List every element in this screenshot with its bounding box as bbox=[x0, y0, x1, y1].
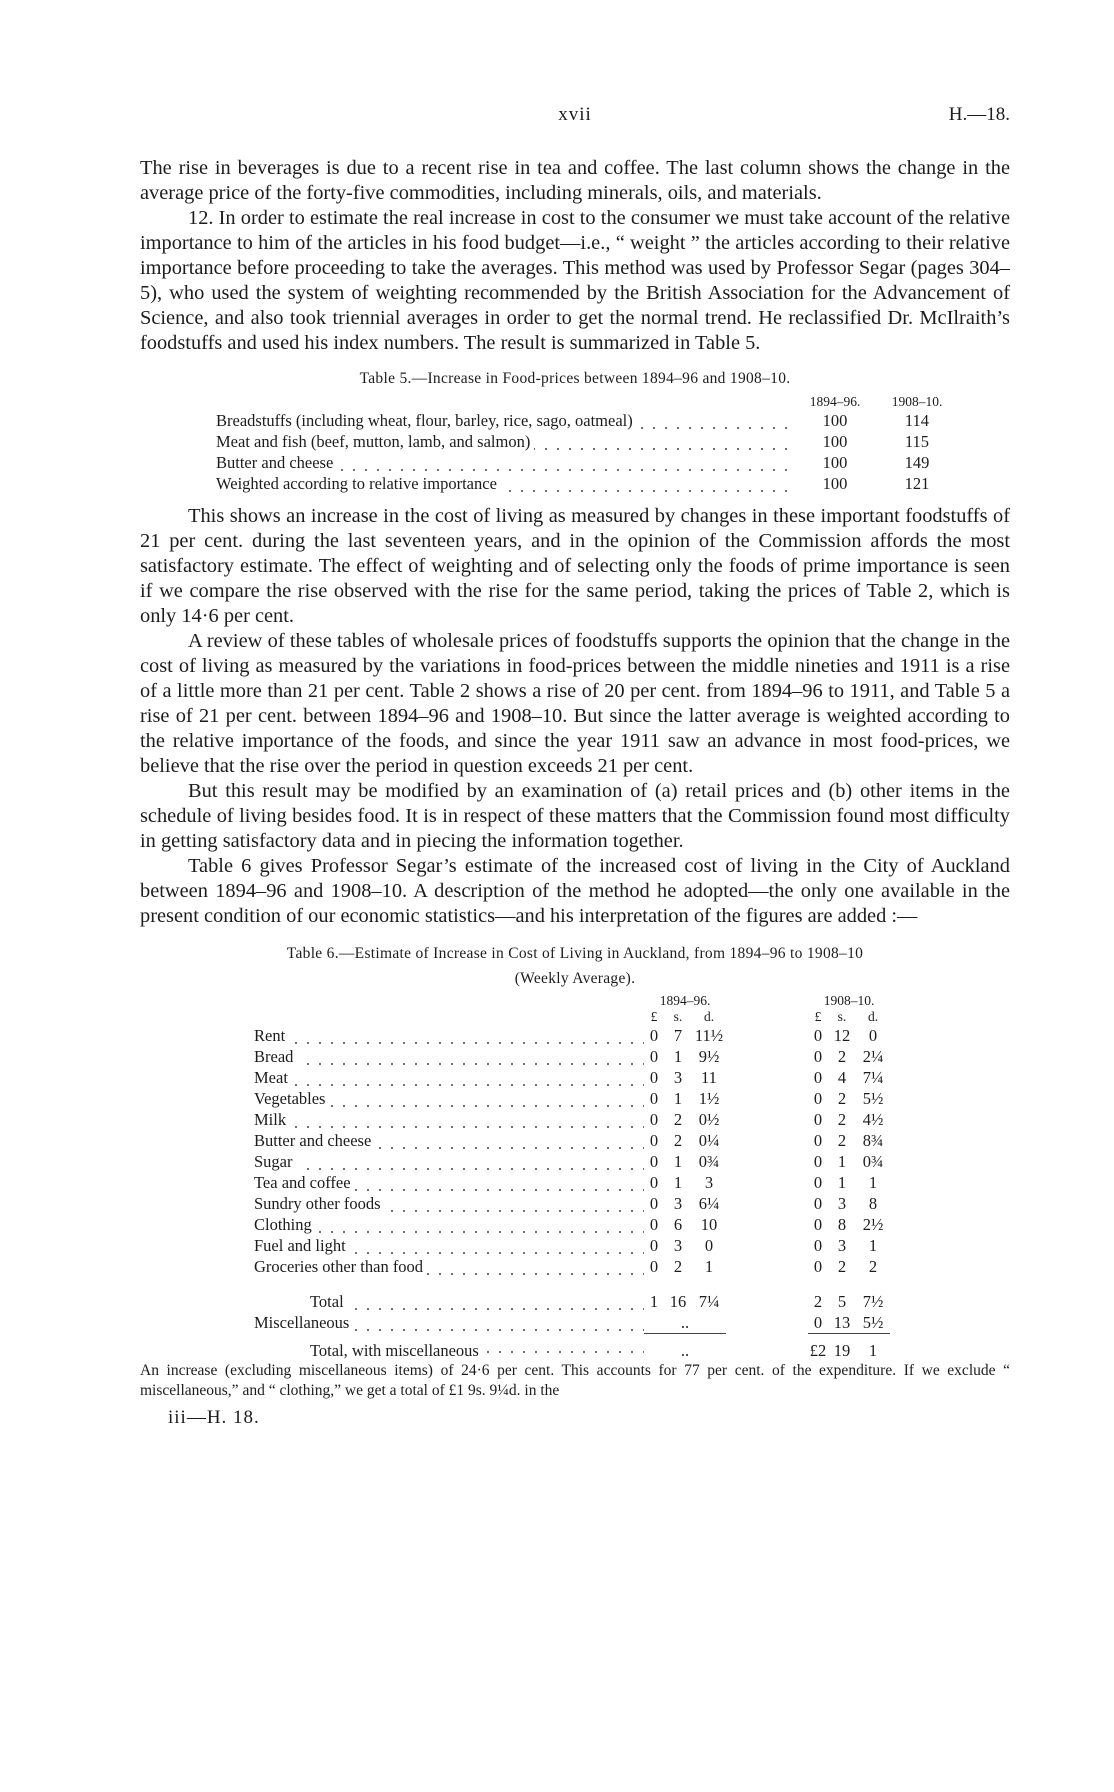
table6-value: .. bbox=[680, 1313, 690, 1332]
table6-value: 2 bbox=[813, 1292, 823, 1311]
table6-value: 16 bbox=[669, 1292, 687, 1311]
table6-value: 0 bbox=[649, 1257, 659, 1276]
table6-value: 8 bbox=[837, 1215, 847, 1234]
table6-value: 6¼ bbox=[698, 1194, 720, 1213]
table6-value: 11½ bbox=[694, 1026, 724, 1045]
table5-value: 100 bbox=[822, 453, 848, 472]
table5-header-row bbox=[216, 393, 958, 410]
table6-value: 7½ bbox=[862, 1292, 884, 1311]
page-number: xvii bbox=[558, 104, 592, 125]
table6-value: 1 bbox=[837, 1173, 847, 1192]
table6-value: 2 bbox=[868, 1257, 878, 1276]
table6-value: 2 bbox=[837, 1110, 847, 1129]
table6-row-label: Sundry other foods bbox=[254, 1194, 385, 1213]
table6-row-label: Sugar bbox=[254, 1152, 297, 1171]
table6-value: 11 bbox=[701, 1068, 717, 1087]
table5-title: Table 5.—Increase in Food-prices between 1894–96 and 1908–10. bbox=[359, 370, 791, 387]
table6-value: 0 bbox=[649, 1047, 659, 1066]
table5-col-1908: 1908–10. bbox=[891, 394, 943, 409]
table6-value: 0 bbox=[649, 1110, 659, 1129]
table6-value: 0 bbox=[649, 1152, 659, 1171]
table6-value: 2 bbox=[673, 1257, 683, 1276]
table6-value: 1 bbox=[868, 1341, 878, 1360]
table6-value: 0 bbox=[813, 1047, 823, 1066]
table6-value: 0 bbox=[649, 1173, 659, 1192]
table5-col-1894: 1894–96. bbox=[809, 394, 861, 409]
table6-value: 1 bbox=[673, 1089, 683, 1108]
signature-mark: iii—H. 18. bbox=[168, 1407, 260, 1428]
table6-value: 2 bbox=[837, 1257, 847, 1276]
table-row bbox=[216, 431, 958, 452]
table6-value: 0 bbox=[813, 1257, 823, 1276]
unit-shilling: s. bbox=[837, 1009, 847, 1024]
table5-value: 100 bbox=[822, 411, 848, 430]
table6-value: 0 bbox=[813, 1215, 823, 1234]
table6-period-row bbox=[254, 993, 890, 1009]
table5-value: 114 bbox=[904, 411, 930, 430]
unit-pound: £ bbox=[650, 1009, 658, 1024]
table6-row-label: Clothing bbox=[254, 1215, 316, 1234]
table-row bbox=[254, 1151, 890, 1172]
table6-value: 0½ bbox=[698, 1110, 720, 1129]
table-row bbox=[254, 1235, 890, 1256]
table6-value: 19 bbox=[833, 1341, 851, 1360]
table6-value: 0 bbox=[813, 1313, 823, 1332]
table6-value: 7 bbox=[673, 1026, 683, 1045]
table6-value: 0 bbox=[868, 1026, 878, 1045]
table6-value: 2 bbox=[837, 1089, 847, 1108]
table6-value: 0 bbox=[813, 1068, 823, 1087]
table6-value: 8 bbox=[868, 1194, 878, 1213]
table6-value: 0¼ bbox=[698, 1131, 720, 1150]
table6-value: 2 bbox=[673, 1110, 683, 1129]
unit-shilling: s. bbox=[673, 1009, 683, 1024]
table6-row-label: Bread bbox=[254, 1047, 297, 1066]
table6-row-label: Fuel and light bbox=[254, 1236, 350, 1255]
table6-value: 3 bbox=[673, 1194, 683, 1213]
table6-value: 0 bbox=[813, 1173, 823, 1192]
table6-value: 0 bbox=[813, 1131, 823, 1150]
unit-pound: £ bbox=[814, 1009, 822, 1024]
table6-value: 5 bbox=[837, 1292, 847, 1311]
table6-unit-row bbox=[254, 1009, 890, 1025]
table6-value: 0 bbox=[813, 1026, 823, 1045]
table6-value: 0 bbox=[813, 1152, 823, 1171]
table6-value: 9½ bbox=[698, 1047, 720, 1066]
document-reference: H.—18. bbox=[948, 104, 1010, 125]
table5-row-label: Breadstuffs (including wheat, flour, barley, rice, sago, oatmeal) bbox=[216, 411, 637, 430]
table6-title-line1: Table 6.—Estimate of Increase in Cost of Living in Auckland, from 1894–96 to 1908–10 bbox=[286, 945, 864, 962]
table6-value: 7¼ bbox=[862, 1068, 884, 1087]
table-row bbox=[216, 452, 958, 473]
table6-value: 0¾ bbox=[862, 1152, 884, 1171]
table6-value: 0 bbox=[813, 1236, 823, 1255]
table-row bbox=[254, 1256, 890, 1277]
table-row bbox=[254, 1025, 890, 1046]
table5-value: 115 bbox=[904, 432, 930, 451]
table-row bbox=[216, 410, 958, 431]
table6-row-label: Meat bbox=[254, 1068, 292, 1087]
table6-value: 3 bbox=[837, 1194, 847, 1213]
table6-value: 0 bbox=[813, 1194, 823, 1213]
table6-total-row bbox=[254, 1291, 890, 1312]
unit-pence: d. bbox=[703, 1009, 715, 1024]
table6-value: 13 bbox=[833, 1313, 851, 1332]
paragraph-table6-intro: Table 6 gives Professor Segar’s estimate of the increased cost of living in the City of Auckland between 1894–96 and 1908–10. A description of the method he adopted—the only one available in the present condition of our economic statistics—and his interpretation of the figures are added :— bbox=[140, 855, 1010, 927]
table6-value: 1½ bbox=[698, 1089, 720, 1108]
paragraph-review: A review of these tables of wholesale prices of foodstuffs supports the opinion that the change in the cost of living as measured by the variations in food-prices between the middle nineties and 1911 is a rise of a little more than 21 per cent. Table 2 shows a rise of 20 per cent. from 1894–96 to 1911, and Table 5 a rise of 21 per cent. between 1894–96 and 1908–10. But since the latter average is weighted according to the relative importance of the foods, and since the year 1911 saw an advance in most food-prices, we believe that the rise over the period in question exceeds 21 per cent. bbox=[140, 630, 1010, 777]
table6-value: 0 bbox=[649, 1236, 659, 1255]
table6-total-label: Total bbox=[254, 1292, 348, 1311]
table-row bbox=[254, 1088, 890, 1109]
table6-value: 1 bbox=[704, 1257, 714, 1276]
table6-value: 8¾ bbox=[862, 1131, 884, 1150]
table6-misc-label: Miscellaneous bbox=[254, 1313, 353, 1332]
table6-value: 2¼ bbox=[862, 1047, 884, 1066]
table6-value: 0 bbox=[649, 1068, 659, 1087]
table6-row-label: Vegetables bbox=[254, 1089, 329, 1108]
table6-row-label: Rent bbox=[254, 1026, 289, 1045]
table6-value: 3 bbox=[673, 1236, 683, 1255]
table6-value: 0 bbox=[649, 1026, 659, 1045]
table6-grand-label: Total, with miscellaneous bbox=[254, 1341, 483, 1360]
table6-misc-row bbox=[254, 1312, 890, 1334]
table-5 bbox=[216, 393, 958, 494]
table5-value: 121 bbox=[904, 474, 930, 493]
table6-row-label: Milk bbox=[254, 1110, 290, 1129]
paragraph-12: 12. In order to estimate the real increase in cost to the consumer we must take account of the relative importance to him of the articles in his food budget—i.e., “ weight ” the articles according to their relative importance before proceeding to take the averages. This method was used by Professor Segar (pages 304–5), who used the system of weighting recommended by the British Association for the Advancement of Science, and also took triennial averages in order to get the normal trend. He reclassified Dr. McIlraith’s foodstuffs and used his index numbers. The result is summarized in Table 5. bbox=[140, 207, 1010, 354]
table6-value: 10 bbox=[700, 1215, 718, 1234]
table6-value: 2½ bbox=[862, 1215, 884, 1234]
table-row bbox=[216, 473, 958, 494]
footnote: An increase (excluding miscellaneous items) of 24·6 per cent. This accounts for 77 per cent. of the expenditure. If we exclude “ miscellaneous,” and “ clothing,” we get a total of £1 9s. 9¼d. in the bbox=[140, 1362, 1010, 1399]
table5-value: 149 bbox=[904, 453, 930, 472]
table6-value: 1 bbox=[649, 1292, 659, 1311]
body-text bbox=[140, 156, 1010, 1430]
table6-value: 3 bbox=[837, 1236, 847, 1255]
table6-rows bbox=[254, 1025, 890, 1277]
table-row bbox=[254, 1193, 890, 1214]
table6-title-line2: (Weekly Average). bbox=[514, 970, 636, 987]
paragraph-increase: This shows an increase in the cost of living as measured by changes in these important foodstuffs of 21 per cent. during the last seventeen years, and in the opinion of the Commission affords the most satisfactory estimate. The effect of weighting and of selecting only the foods of prime importance is seen if we compare the rise observed with the rise for the same period, taking the prices of Table 2, which is only 14·6 per cent. bbox=[140, 505, 1010, 627]
table6-value: 1 bbox=[868, 1236, 878, 1255]
paragraph-beverages: The rise in beverages is due to a recent rise in tea and coffee. The last column shows the change in the average price of the forty-five commodities, including minerals, oils, and materials. bbox=[140, 157, 1010, 204]
table6-value: 3 bbox=[704, 1173, 714, 1192]
table5-row-label: Meat and fish (beef, mutton, lamb, and salmon) bbox=[216, 432, 534, 451]
table6-value: 1 bbox=[673, 1173, 683, 1192]
table6-value: 0 bbox=[704, 1236, 714, 1255]
table6-value: 1 bbox=[673, 1047, 683, 1066]
table6-value: 2 bbox=[837, 1047, 847, 1066]
table6-value: 6 bbox=[673, 1215, 683, 1234]
table6-value: .. bbox=[680, 1341, 690, 1360]
table-row bbox=[254, 1172, 890, 1193]
table6-col-1908: 1908–10. bbox=[823, 993, 875, 1008]
page-header bbox=[140, 104, 1010, 130]
table6-value: 1 bbox=[868, 1173, 878, 1192]
table-row bbox=[254, 1214, 890, 1235]
table-6 bbox=[254, 993, 890, 1361]
table6-value: 12 bbox=[833, 1026, 851, 1045]
table6-value: 0¾ bbox=[698, 1152, 720, 1171]
table-row bbox=[254, 1046, 890, 1067]
table5-row-label: Weighted according to relative importance bbox=[216, 474, 501, 493]
table6-value: 4½ bbox=[862, 1110, 884, 1129]
table6-row-label: Tea and coffee bbox=[254, 1173, 355, 1192]
table6-grand-total-row bbox=[254, 1334, 890, 1361]
table6-value: 1 bbox=[673, 1152, 683, 1171]
table6-row-label: Groceries other than food bbox=[254, 1257, 427, 1276]
table6-value: 2 bbox=[673, 1131, 683, 1150]
table6-value: 7¼ bbox=[698, 1292, 720, 1311]
table6-value: 0 bbox=[649, 1215, 659, 1234]
table6-value: 0 bbox=[649, 1089, 659, 1108]
table6-value: 0 bbox=[813, 1089, 823, 1108]
table-row bbox=[254, 1130, 890, 1151]
table6-row-label: Butter and cheese bbox=[254, 1131, 375, 1150]
table6-value: 0 bbox=[813, 1110, 823, 1129]
paragraph-modified: But this result may be modified by an examination of (a) retail prices and (b) other items in the schedule of living besides food. It is in respect of these matters that the Commission found most difficulty in getting satisfactory data and in piecing the information together. bbox=[140, 780, 1010, 852]
table6-value: 3 bbox=[673, 1068, 683, 1087]
table5-value: 100 bbox=[822, 432, 848, 451]
table6-value: 2 bbox=[837, 1131, 847, 1150]
table6-value: 5½ bbox=[862, 1089, 884, 1108]
table6-value: 4 bbox=[837, 1068, 847, 1087]
table-row bbox=[254, 1067, 890, 1088]
unit-pence: d. bbox=[867, 1009, 879, 1024]
table5-value: 100 bbox=[822, 474, 848, 493]
table6-col-1894: 1894–96. bbox=[659, 993, 711, 1008]
table6-value: 0 bbox=[649, 1194, 659, 1213]
table-row bbox=[254, 1109, 890, 1130]
table5-row-label: Butter and cheese bbox=[216, 453, 337, 472]
table6-value: 0 bbox=[649, 1131, 659, 1150]
table6-title bbox=[140, 941, 1010, 991]
table6-value: £2 bbox=[809, 1341, 827, 1360]
table6-value: 1 bbox=[837, 1152, 847, 1171]
table6-value: 5½ bbox=[862, 1313, 884, 1332]
